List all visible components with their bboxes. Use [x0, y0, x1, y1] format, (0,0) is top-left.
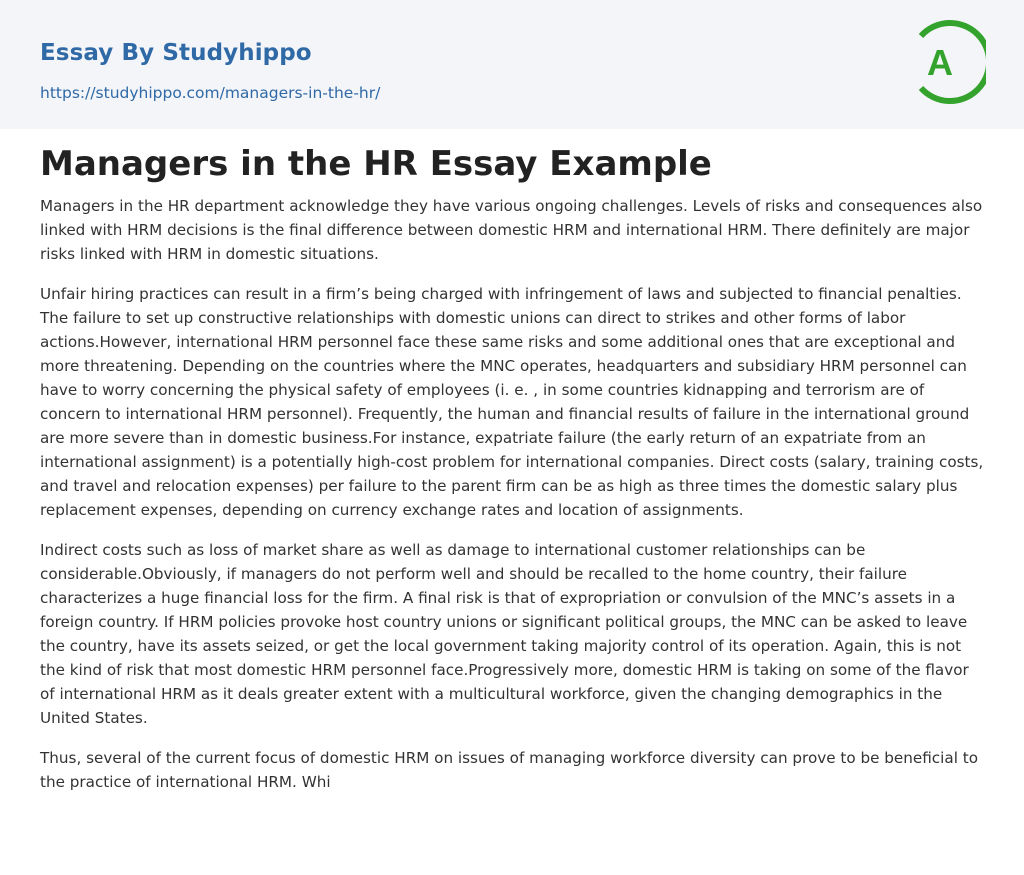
article-body: [40, 194, 986, 810]
page-title: Managers in the HR Essay Example: [40, 144, 712, 184]
paragraph: Indirect costs such as loss of market share as well as damage to international customer relationships can be considerable.Obviously, if managers do not perform well and should be recalled to the home country, their failure characterizes a huge financial loss for the firm. A final risk is that of expropriation or convulsion of the MNC’s assets in a foreign country. If HRM policies provoke host country unions or significant political groups, the MNC can be asked to leave the country, have its assets seized, or get the local government taking majority control of its operation. Again, this is not the kind of risk that most domestic HRM personnel face.Progressively more, domestic HRM is taking on some of the flavor of international HRM as it deals greater extent with a multicultural workforce, given the changing demographics in the United States.: [40, 541, 969, 727]
paragraph: Unfair hiring practices can result in a firm’s being charged with infringement of laws and subjected to financial penalties. The failure to set up constructive relationships with domestic unions can direct to strikes and other forms of labor actions.However, international HRM personnel face these same risks and some additional ones that are exceptional and more threatening. Depending on the countries where the MNC operates, headquarters and subsidiary HRM personnel can have to worry concerning the physical safety of employees (i. e. , in some countries kidnapping and terrorism are of concern to international HRM personnel). Frequently, the human and financial results of failure in the international ground are more severe than in domestic business.For instance, expatriate failure (the early return of an expatriate from an international assignment) is a potentially high-cost problem for international companies. Direct costs (salary, training costs, and travel and relocation expenses) per failure to the parent firm can be as high as three times the domestic salary plus replacement expenses, depending on currency exchange rates and location of assignments.: [40, 285, 984, 519]
paragraph: Thus, several of the current focus of domestic HRM on issues of managing workforce diversity can prove to be beneficial to the practice of international HRM. Whi: [40, 749, 978, 791]
studyhippo-logo[interactable]: [912, 19, 986, 105]
article-url-link[interactable]: https://studyhippo.com/managers-in-the-hr/: [40, 84, 381, 102]
site-header: [0, 0, 1024, 129]
logo-letter: A: [927, 42, 953, 83]
site-brand[interactable]: Essay By Studyhippo: [40, 40, 312, 66]
paragraph: Managers in the HR department acknowledge they have various ongoing challenges. Levels of risks and consequences also linked with HRM decisions is the final difference between domestic HRM and international HRM. There definitely are major risks linked with HRM in domestic situations.: [40, 197, 983, 263]
